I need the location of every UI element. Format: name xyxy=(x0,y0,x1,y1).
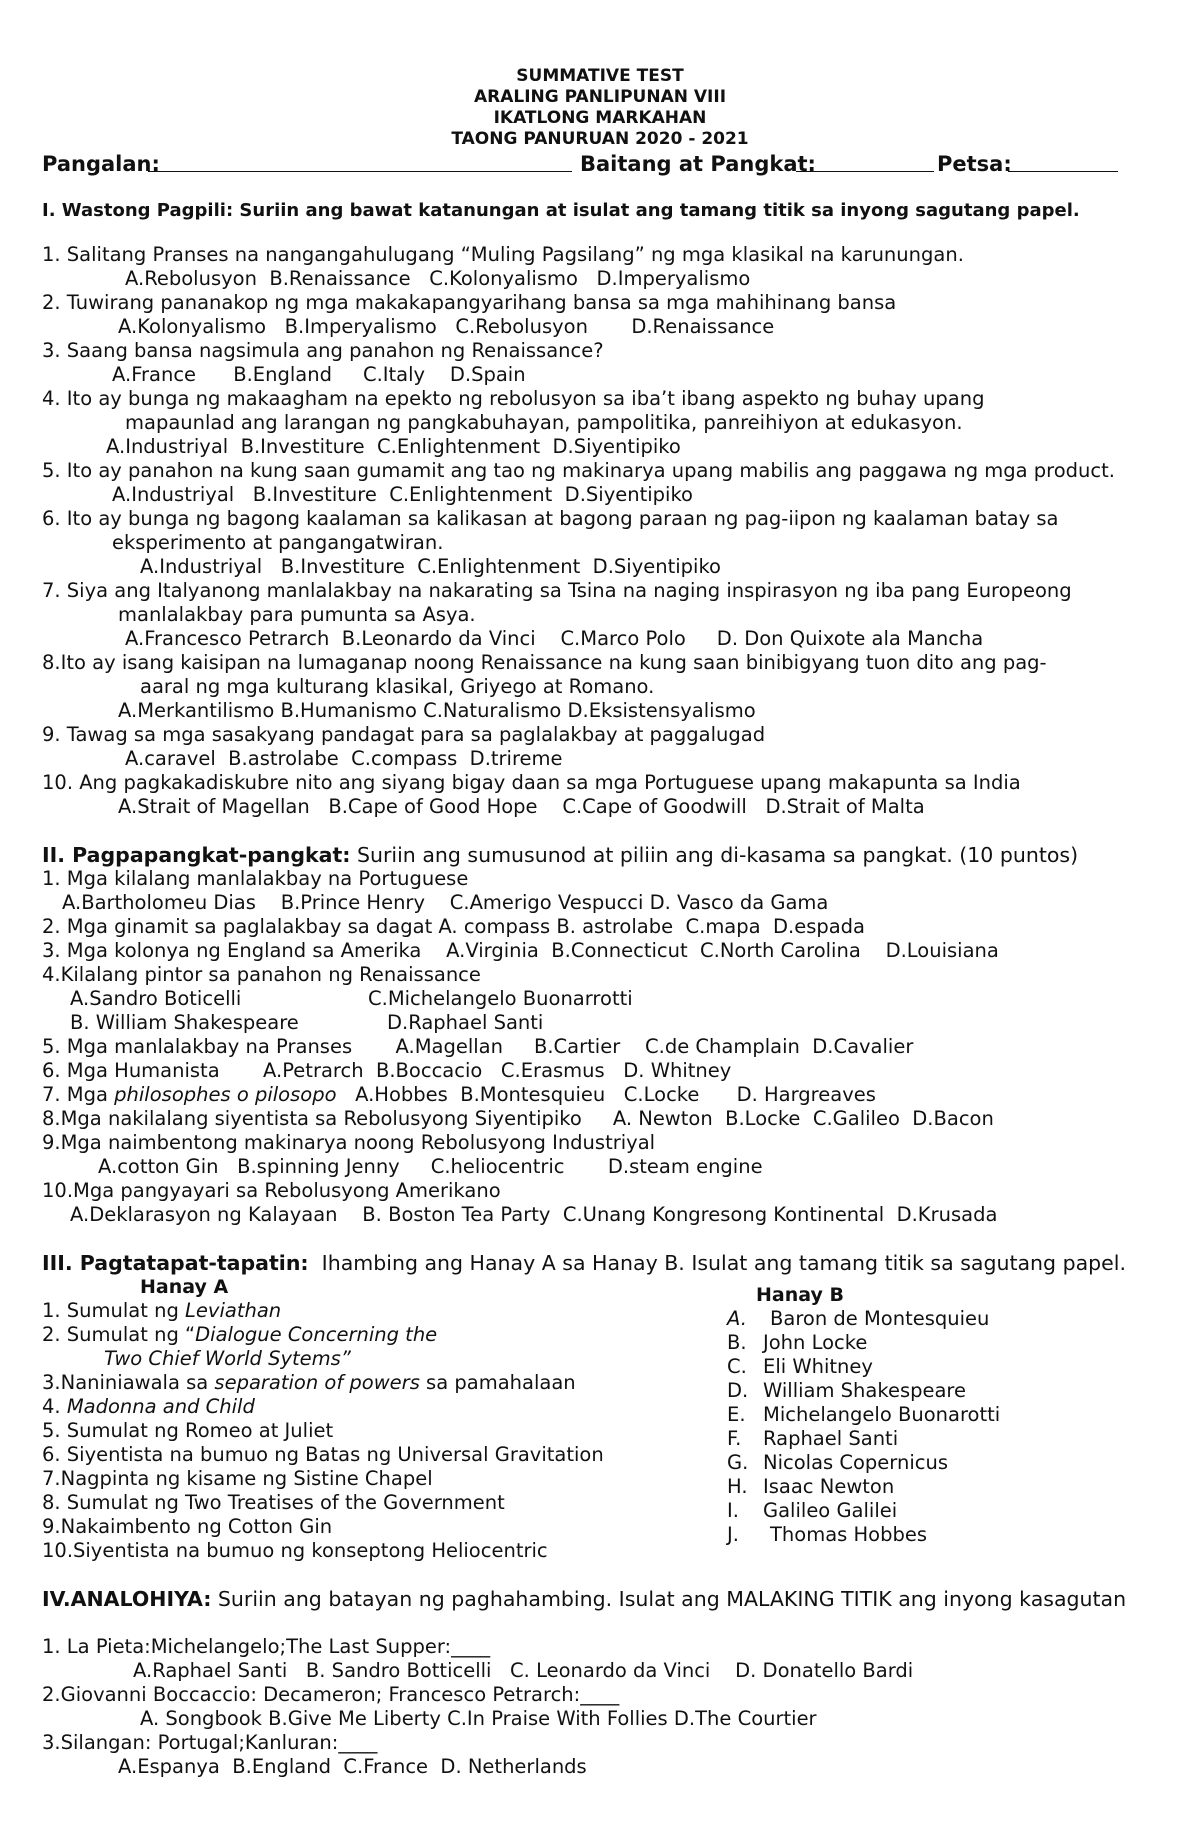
list-item xyxy=(42,1323,437,1347)
question-text: 3. Mga kolonya ng England sa Amerika A.Virginia B.Connecticut C.North Carolina D.Louisiana xyxy=(42,939,999,962)
question-text-cont: aaral ng mga kulturang klasikal, Griyego at Romano. xyxy=(140,675,655,698)
question-text: 4. Ito ay bunga ng makaagham na epekto ng rebolusyon sa iba’t ibang aspekto ng buhay upang xyxy=(42,387,985,410)
section-4-heading xyxy=(42,1587,1126,1611)
question-text: 1. Salitang Pranses na nangangahulugang “Muling Pagsilang” ng mga klasikal na karunungan. xyxy=(42,243,964,266)
section-3-title: III. Pagtatapat-tapatin: xyxy=(42,1251,309,1275)
question-text: 10.Mga pangyayari sa Rebolusyong Amerikano xyxy=(42,1179,501,1202)
question-text: 1. Mga kilalang manlalakbay na Portuguese xyxy=(42,867,469,890)
grade-section-label: Baitang at Pangkat: xyxy=(580,152,816,176)
choices: A.Francesco Petrarch B.Leonardo da Vinci C.Marco Polo D. Don Quixote ala Mancha xyxy=(125,627,984,650)
choices: A.Espanya B.England C.France D. Netherlands xyxy=(118,1755,587,1778)
italic-title: Madonna and Child xyxy=(66,1395,255,1418)
choices: A.cotton Gin B.spinning Jenny C.heliocentric D.steam engine xyxy=(98,1155,763,1178)
subject-title: ARALING PANLIPUNAN VIII xyxy=(473,87,727,107)
question-text-cont: eksperimento at pangangatwiran. xyxy=(112,531,444,554)
hanay-a-title: Hanay A xyxy=(140,1276,229,1298)
question-text: 4.Kilalang pintor sa panahon ng Renaissance xyxy=(42,963,481,986)
choices: A.Industriyal B.Investiture C.Enlightenment D.Siyentipiko xyxy=(106,435,681,458)
italic-title: Dialogue Concerning the xyxy=(195,1323,438,1346)
question-text xyxy=(42,1083,876,1107)
section-2-instructions: Suriin ang sumusunod at piliin ang di-kasama sa pangkat. (10 puntos) xyxy=(350,843,1079,867)
date-blank[interactable] xyxy=(1008,171,1118,172)
list-item: 10.Siyentista na bumuo ng konseptong Heliocentric xyxy=(42,1539,548,1562)
list-item: 5. Sumulat ng Romeo at Juliet xyxy=(42,1419,334,1442)
question-text: 8.Ito ay isang kaisipan na lumaganap noong Renaissance na kung saan binibigyang tuon dito ang pag- xyxy=(42,651,1047,674)
list-item: Galileo Galilei xyxy=(763,1499,898,1522)
choices: A.Rebolusyon B.Renaissance C.Kolonyalismo D.Imperyalismo xyxy=(125,267,751,290)
choices: A.Industriyal B.Investiture C.Enlightenment D.Siyentipiko xyxy=(140,555,721,578)
question-text-cont: manlalakbay para pumunta sa Asya. xyxy=(118,603,476,626)
italic-term: philosophes o pilosopo xyxy=(114,1083,337,1106)
italic-title: Leviathan xyxy=(185,1299,282,1322)
list-item: 8. Sumulat ng Two Treatises of the Government xyxy=(42,1491,505,1514)
list-item: Michelangelo Buonarotti xyxy=(763,1403,1001,1426)
list-letter: B. xyxy=(727,1331,747,1354)
choices: A.Merkantilismo B.Humanismo C.Naturalismo D.Eksistensyalismo xyxy=(118,699,756,722)
section-4-instructions: Suriin ang batayan ng paghahambing. Isulat ang MALAKING TITIK ang inyong kasagutan xyxy=(211,1587,1127,1611)
question-text: 10. Ang pagkakadiskubre nito ang siyang bigay daan sa mga Portuguese upang makapunta sa India xyxy=(42,771,1021,794)
quarter-title: IKATLONG MARKAHAN xyxy=(493,108,707,128)
choices: A.Strait of Magellan B.Cape of Good Hope C.Cape of Goodwill D.Strait of Malta xyxy=(118,795,925,818)
question-text: 2. Tuwirang pananakop ng mga makakapangyarihang bansa sa mga mahihinang bansa xyxy=(42,291,897,314)
question-text: 3. Saang bansa nagsimula ang panahon ng Renaissance? xyxy=(42,339,604,362)
date-label: Petsa: xyxy=(937,152,1012,176)
section-2-title: II. Pagpapangkat-pangkat: xyxy=(42,843,351,867)
list-item: Thomas Hobbes xyxy=(770,1523,928,1546)
list-item: Nicolas Copernicus xyxy=(763,1451,948,1474)
section-2-heading xyxy=(42,843,1078,867)
list-item: Eli Whitney xyxy=(763,1355,873,1378)
hanay-b-title: Hanay B xyxy=(756,1284,844,1306)
school-year: TAONG PANURUAN 2020 - 2021 xyxy=(451,129,749,149)
list-item: Raphael Santi xyxy=(763,1427,899,1450)
doc-title: SUMMATIVE TEST xyxy=(516,66,684,86)
choices: A.Deklarasyon ng Kalayaan B. Boston Tea Party C.Unang Kongresong Kontinental D.Krusada xyxy=(70,1203,998,1226)
list-item: 9.Nakaimbento ng Cotton Gin xyxy=(42,1515,333,1538)
choice-c: C.Michelangelo Buonarrotti xyxy=(368,987,633,1010)
list-item: Baron de Montesquieu xyxy=(770,1307,990,1330)
list-letter: C. xyxy=(727,1355,747,1378)
choice-b: B. William Shakespeare xyxy=(70,1011,299,1034)
choices: A. Songbook B.Give Me Liberty C.In Praise With Follies D.The Courtier xyxy=(140,1707,817,1730)
question-prefix: 7. Mga xyxy=(42,1083,115,1106)
list-item: 6. Siyentista na bumuo ng Batas ng Universal Gravitation xyxy=(42,1443,604,1466)
list-item xyxy=(42,1371,576,1395)
list-letter: A. xyxy=(727,1307,747,1330)
section-3-instructions: Ihambing ang Hanay A sa Hanay B. Isulat ang tamang titik sa sagutang papel. xyxy=(308,1251,1126,1275)
question-text: 7. Siya ang Italyanong manlalakbay na nakarating sa Tsina na naging inspirasyon ng iba pang Europeong xyxy=(42,579,1072,602)
section-3-heading xyxy=(42,1251,1126,1275)
list-item: 7.Nagpinta ng kisame ng Sistine Chapel xyxy=(42,1467,433,1490)
list-letter: G. xyxy=(727,1451,749,1474)
list-letter: D. xyxy=(727,1379,749,1402)
question-text: 9. Tawag sa mga sasakyang pandagat para sa paglalakbay at paggalugad xyxy=(42,723,766,746)
choices: A.Bartholomeu Dias B.Prince Henry C.Amerigo Vespucci D. Vasco da Gama xyxy=(62,891,829,914)
choices: A.Kolonyalismo B.Imperyalismo C.Rebolusyon D.Renaissance xyxy=(118,315,775,338)
name-label: Pangalan: xyxy=(42,152,160,176)
item-text: sa pamahalaan xyxy=(419,1371,576,1394)
choice-d: D.Raphael Santi xyxy=(387,1011,544,1034)
grade-section-blank[interactable] xyxy=(796,171,934,172)
choices: A.Industriyal B.Investiture C.Enlightenment D.Siyentipiko xyxy=(112,483,693,506)
item-number: 4. xyxy=(42,1395,67,1418)
question-text: 6. Mga Humanista A.Petrarch B.Boccacio C.Erasmus D. Whitney xyxy=(42,1059,732,1082)
list-item xyxy=(42,1299,281,1323)
list-letter: F. xyxy=(727,1427,742,1450)
question-text: 5. Mga manlalakbay na Pranses A.Magellan B.Cartier C.de Champlain D.Cavalier xyxy=(42,1035,914,1058)
list-letter: J. xyxy=(727,1523,739,1546)
list-item-cont: Two Chief World Sytems” xyxy=(104,1347,351,1370)
question-text: 8.Mga nakilalang siyentista sa Rebolusyong Siyentipiko A. Newton B.Locke C.Galileo D.Bacon xyxy=(42,1107,994,1130)
list-item: John Locke xyxy=(763,1331,868,1354)
question-text: 2. Mga ginamit sa paglalakbay sa dagat A. compass B. astrolabe C.mapa D.espada xyxy=(42,915,866,938)
question-text: 5. Ito ay panahon na kung saan gumamit ang tao ng makinarya upang mabilis ang paggawa ng mga product. xyxy=(42,459,1115,482)
list-item: Isaac Newton xyxy=(763,1475,895,1498)
choices: A.Raphael Santi B. Sandro Botticelli C. Leonardo da Vinci D. Donatello Bardi xyxy=(133,1659,914,1682)
choices: A.caravel B.astrolabe C.compass D.trireme xyxy=(125,747,563,770)
item-text: 1. Sumulat ng xyxy=(42,1299,186,1322)
list-letter: E. xyxy=(727,1403,746,1426)
question-text: 1. La Pieta:Michelangelo;The Last Supper:____ xyxy=(42,1635,491,1658)
question-text: 3.Silangan: Portugal;Kanluran:____ xyxy=(42,1731,378,1754)
choice-a: A.Sandro Boticelli xyxy=(70,987,242,1010)
item-text: 2. Sumulat ng “ xyxy=(42,1323,196,1346)
choices: A.France B.England C.Italy D.Spain xyxy=(112,363,526,386)
question-text: 9.Mga naimbentong makinarya noong Rebolusyong Industriyal xyxy=(42,1131,656,1154)
list-item xyxy=(42,1395,255,1419)
list-letter: H. xyxy=(727,1475,748,1498)
item-text: 3.Naniniawala sa xyxy=(42,1371,215,1394)
choices: A.Hobbes B.Montesquieu C.Locke D. Hargreaves xyxy=(336,1083,876,1106)
section-1-heading: I. Wastong Pagpili: Suriin ang bawat katanungan at isulat ang tamang titik sa inyong sagutang papel. xyxy=(42,200,1080,221)
question-text-cont: mapaunlad ang larangan ng pangkabuhayan, pampolitika, panreihiyon at edukasyon. xyxy=(125,411,963,434)
list-item: William Shakespeare xyxy=(763,1379,967,1402)
name-blank[interactable] xyxy=(148,171,572,172)
list-letter: I. xyxy=(727,1499,739,1522)
italic-term: separation of powers xyxy=(214,1371,420,1394)
question-text: 6. Ito ay bunga ng bagong kaalaman sa kalikasan at bagong paraan ng pag-iipon ng kaalaman batay sa xyxy=(42,507,1059,530)
section-4-title: IV.ANALOHIYA: xyxy=(42,1587,212,1611)
question-text: 2.Giovanni Boccaccio: Decameron; Francesco Petrarch:____ xyxy=(42,1683,620,1706)
